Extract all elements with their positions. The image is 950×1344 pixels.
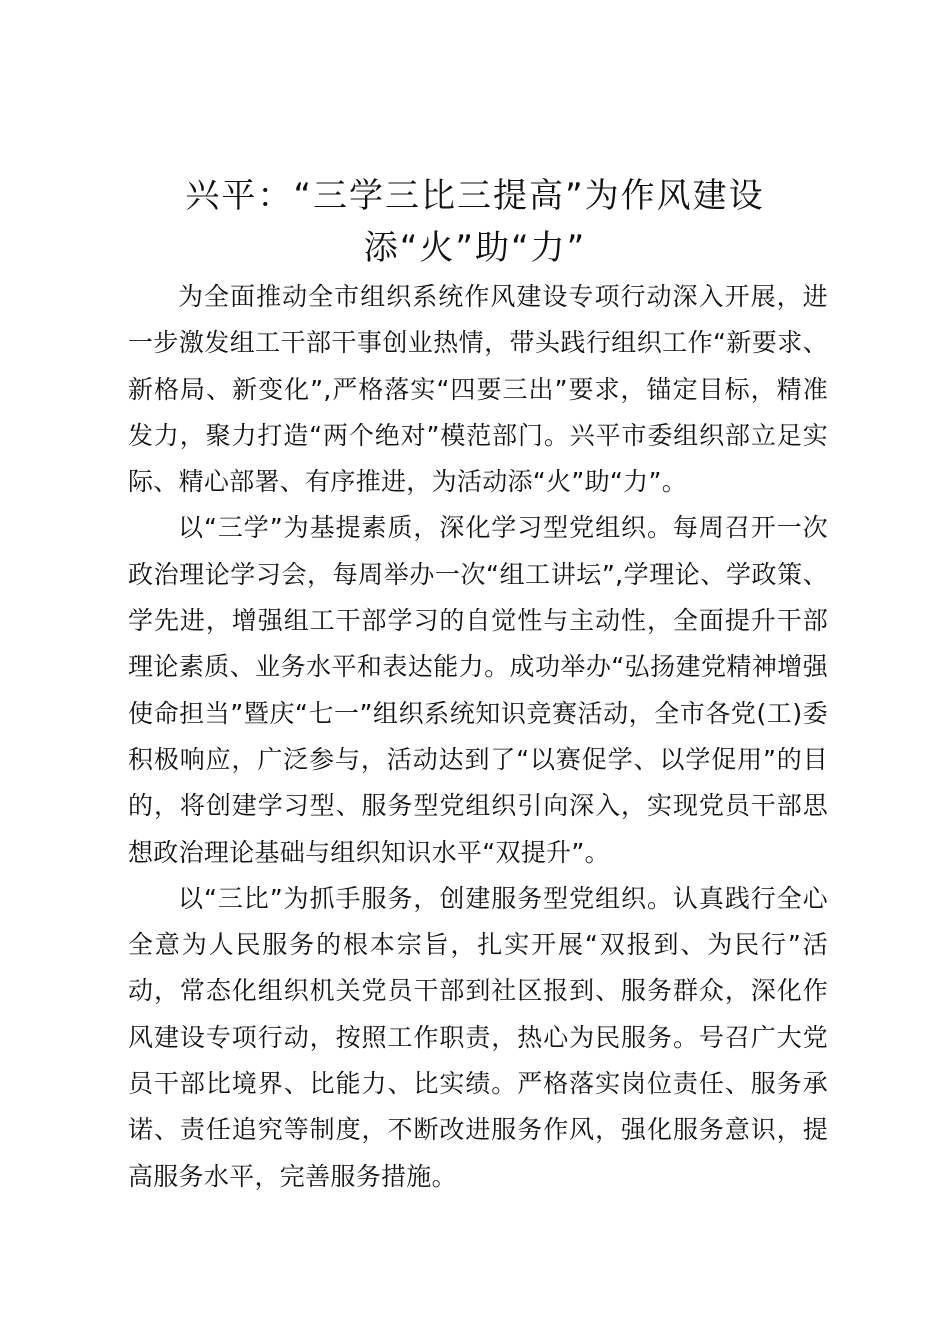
paragraph-three-studies: 以“三学”为基提素质，深化学习型党组织。每周召开一次政治理论学习会，每周举办一次“组工讲坛”,学理论、学政策、学先进，增强组工干部学习的自觉性与主动性，全面提升干部理论素质、业务水平和表达能力。成功举办“弘扬建党精神增强使命担当”暨庆“七一”组织系统知识竞赛活动，全市各党(工)委积极响应，广泛参与，活动达到了“以赛促学、以学促用”的目的，将创建学习型、服务型党组织引向深入，实现党员干部思想政治理论基础与组织知识水平“双提升”。 <box>128 513 828 867</box>
document-title <box>100 170 850 274</box>
paragraph-three-comparisons: 以“三比”为抓手服务，创建服务型党组织。认真践行全心全意为人民服务的根本宗旨，扎实开展“双报到、为民行”活动，常态化组织机关党员干部到社区报到、服务群众，深化作风建设专项行动，按照工作职责，热心为民服务。号召广大党员干部比境界、比能力、比实绩。严格落实岗位责任、服务承诺、责任追究等制度，不断改进服务作风，强化服务意识，提高服务水平，完善服务措施。 <box>128 883 828 1191</box>
paragraph-intro: 为全面推动全市组织系统作风建设专项行动深入开展，进一步激发组工干部干事创业热情，带头践行组织工作“新要求、新格局、新变化”,严格落实“四要三出”要求，锚定目标，精准发力，聚力打造“两个绝对”模范部门。兴平市委组织部立足实际、精心部署、有序推进，为活动添“火”助“力”。 <box>128 282 828 497</box>
title-line-2: 添“火”助“力” <box>363 228 587 268</box>
document-body <box>128 274 828 1200</box>
title-line-1: 兴平：“三学三比三提高”为作风建设 <box>185 176 765 216</box>
